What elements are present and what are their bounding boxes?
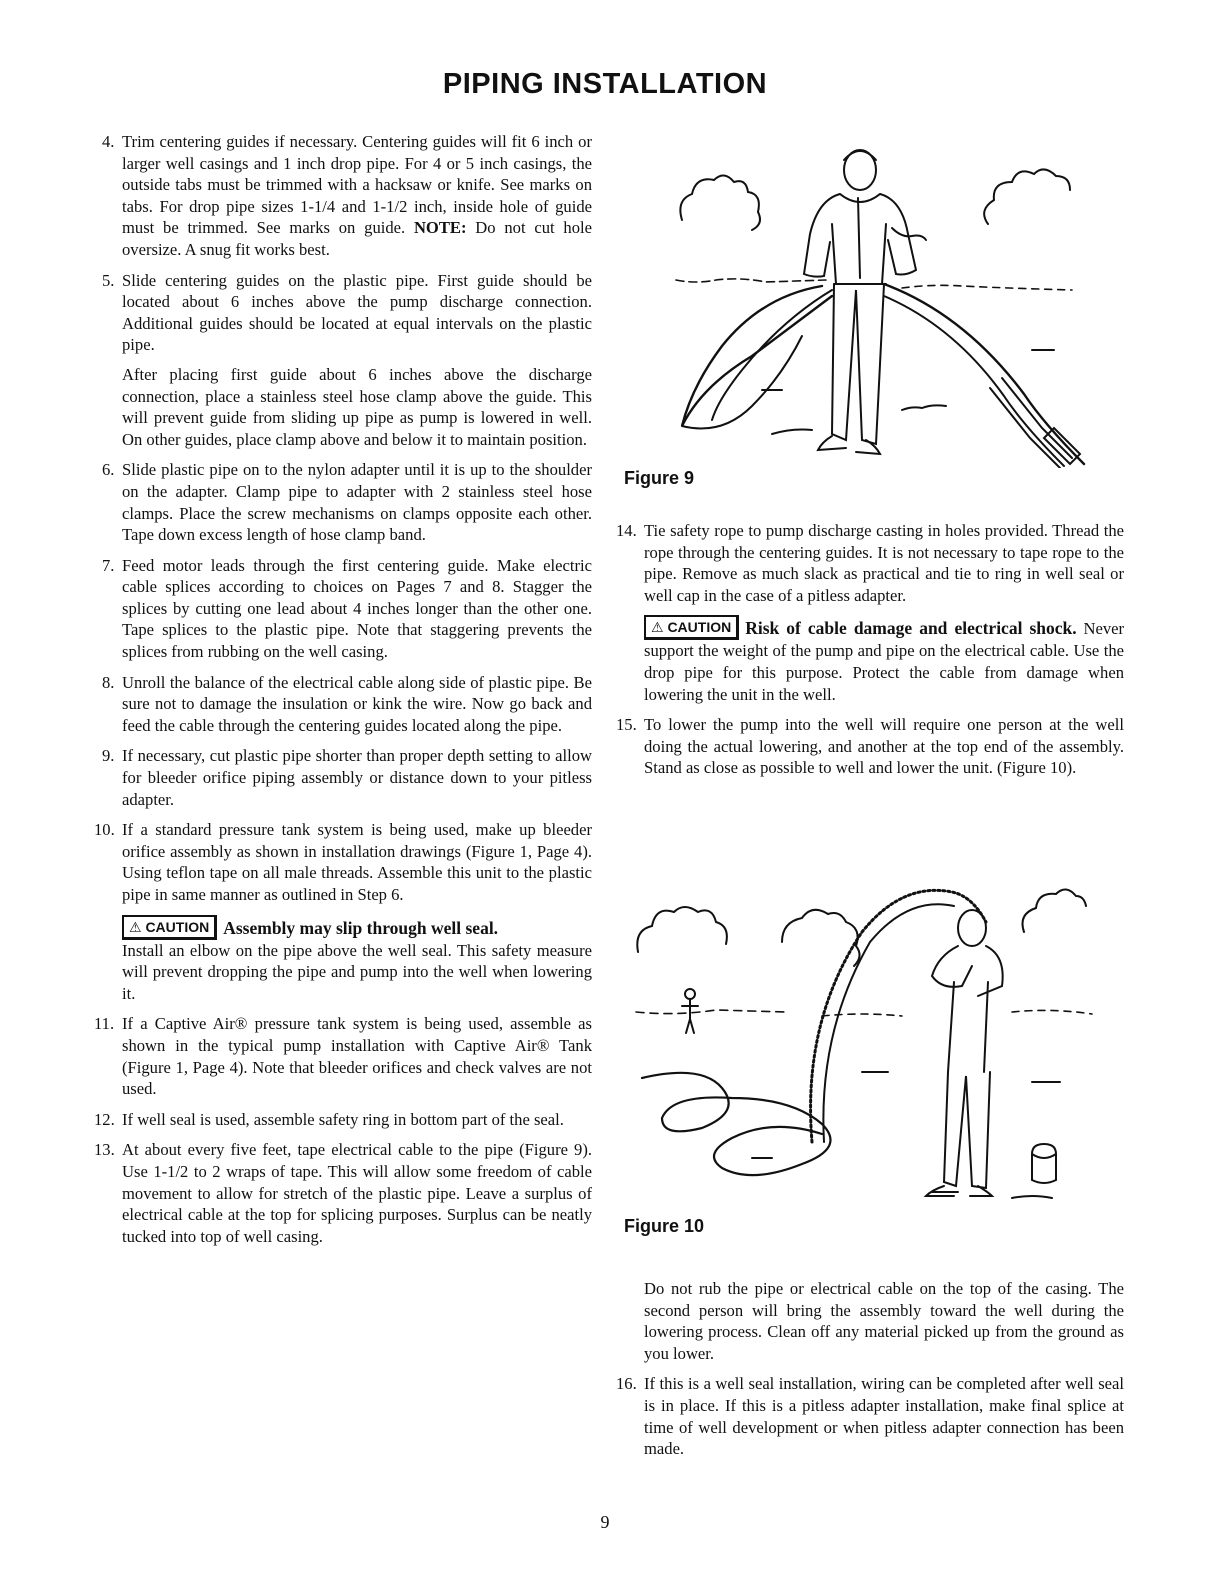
step-text: To lower the pump into the well will require one person at the well doing the actual lowering, and another at the top end of the assembly. Stand as close as possible to well and lower the unit. (Figure 10). <box>644 715 1124 778</box>
figure-9-illustration <box>672 138 1104 468</box>
step-text: Feed motor leads through the first centering guide. Make electric cable splices according to choices on Pages 7 and 8. Stagger the splices by cutting one lead about 4 inches longer than the other one. Tape splices to the plastic pipe. Note that staggering prevents the splices from rubbing on the well casing. <box>122 555 592 662</box>
note-text: Do not cut hole oversize. A snug fit works best. <box>122 218 592 259</box>
step-number: 8. <box>102 672 115 692</box>
figure-10-illustration <box>632 872 1096 1210</box>
step-text: Trim centering guides if necessary. Centering guides will fit 6 inch or larger well casings and 1 inch drop pipe. For 4 or 5 inch casings, the outside tabs must be trimmed with a hacksaw or knife. See marks on tabs. For drop pipe sizes 1-1/4 and 1-1/2 inch, inside hole of guide must be trimmed. See marks on guide. <box>122 132 592 238</box>
step-number: 16. <box>616 1374 637 1394</box>
page-title: PIPING INSTALLATION <box>442 68 768 100</box>
step-text: Unroll the balance of the electrical cable along side of plastic pipe. Be sure not to damage the insulation or kink the wire. Now go back and feed the cable through the centering guides located along the pipe. <box>122 672 592 735</box>
step-12 <box>94 1109 592 1131</box>
caution-text: Never support the weight of the pump and pipe on the electrical cable. Use the drop pipe for this purpose. Protect the cable from damage when lowering the unit in the well. <box>644 619 1125 704</box>
step-15-continued: Do not rub the pipe or electrical cable on the top of the casing. The second person will bring the assembly toward the well during the lowering process. Clean off any material picked up from the ground as you lower. <box>644 1279 1124 1363</box>
caution-headline: Risk of cable damage and electrical shock. <box>745 618 1077 639</box>
caution-notice-cable-shock <box>644 615 1124 705</box>
step-number: 11. <box>94 1014 115 1034</box>
step-text: If a standard pressure tank system is being used, make up bleeder orifice assembly as shown in installation drawings (Figure 1, Page 4). Using teflon tape on all male threads. Assemble this unit to the plastic pipe in same manner as outlined in Step 6. <box>122 820 592 904</box>
step-16 <box>616 1373 1124 1459</box>
figure-9-caption: Figure 9 <box>624 468 695 488</box>
step-text: If this is a well seal installation, wiring can be completed after well seal is in place. If this is a pitless adapter installation, make final splice at time of well development or when pitless adapter connection has been made. <box>644 1374 1124 1459</box>
step-number: 13. <box>94 1140 115 1160</box>
step-15 <box>616 714 1124 779</box>
step-number: 5. <box>102 270 115 290</box>
caution-badge: ⚠ CAUTION <box>644 615 739 640</box>
caution-notice-well-seal <box>122 915 592 1005</box>
step-number: 4. <box>102 132 115 151</box>
step-text: Tie safety rope to pump discharge casting in holes provided. Thread the rope through the centering guides. It is not necessary to tape rope to the pipe. Remove as much slack as practical and tie to ring in well seal or well cap in the case of a pitless adapter. <box>644 521 1124 605</box>
page-number: 9 <box>600 1512 610 1532</box>
step-11 <box>94 1013 592 1099</box>
caution-headline: Assembly may slip through well seal. <box>223 917 499 938</box>
caution-text: Install an elbow on the pipe above the well seal. This safety measure will prevent dropping the pipe and pump into the well when lowering it. <box>122 940 592 1003</box>
step-13 <box>94 1139 592 1247</box>
step-text: Slide plastic pipe on to the nylon adapter until it is up to the shoulder on the adapter. Clamp pipe to adapter with 2 stainless steel hose clamps. Place the screw mechanisms on clamps opposite each other. Tape down excess length of hose clamp band. <box>122 460 592 545</box>
step-text: If a Captive Air® pressure tank system is being used, assemble as shown in the typical pump installation with Captive Air® Tank (Figure 1, Page 4). Note that bleeder orifices and check valves are not used. <box>122 1014 592 1099</box>
step-5 <box>102 270 592 451</box>
step-number: 14. <box>616 521 637 540</box>
left-column <box>94 131 592 1256</box>
step-text: At about every five feet, tape electrical cable to the pipe (Figure 9). Use 1-1/2 to 2 wraps of tape. This will allow some freedom of cable movement to allow for stretch of the plastic pipe. Leave a surplus of electrical cable at the top for splicing purposes. Surplus can be neatly tucked into top of well casing. <box>122 1140 592 1246</box>
step-number: 6. <box>102 460 115 480</box>
step-4 <box>102 131 592 261</box>
step-number: 15. <box>616 715 637 735</box>
step-9 <box>102 745 592 810</box>
step-6 <box>102 459 592 545</box>
right-column-upper <box>616 520 1125 788</box>
step-text: If well seal is used, assemble safety ring in bottom part of the seal. <box>122 1109 564 1129</box>
step-8 <box>102 672 592 737</box>
caution-badge: ⚠ CAUTION <box>122 915 217 940</box>
step-number: 12. <box>94 1109 115 1129</box>
step-7 <box>102 555 592 663</box>
step-number: 7. <box>102 555 115 575</box>
note-label: NOTE: <box>413 218 467 238</box>
step-text: If necessary, cut plastic pipe shorter than proper depth setting to allow for bleeder orifice piping assembly or distance down to your pitless adapter. <box>122 746 592 809</box>
step-text-continued: After placing first guide about 6 inches above the discharge connection, place a stainless steel hose clamp above the guide. This will prevent guide from sliding up pipe as pump is lowered in well. On other guides, place clamp above and below it to maintain position. <box>122 364 592 449</box>
step-number: 9. <box>102 746 115 766</box>
step-14 <box>616 520 1124 606</box>
step-text: Slide centering guides on the plastic pipe. First guide should be located about 6 inches above the pump discharge connection. Additional guides should be located at equal intervals on the plastic pipe. <box>122 270 592 355</box>
figure-10-caption: Figure 10 <box>624 1216 705 1236</box>
right-column-lower <box>616 1278 1124 1469</box>
step-10 <box>94 819 592 905</box>
step-number: 10. <box>94 820 115 840</box>
